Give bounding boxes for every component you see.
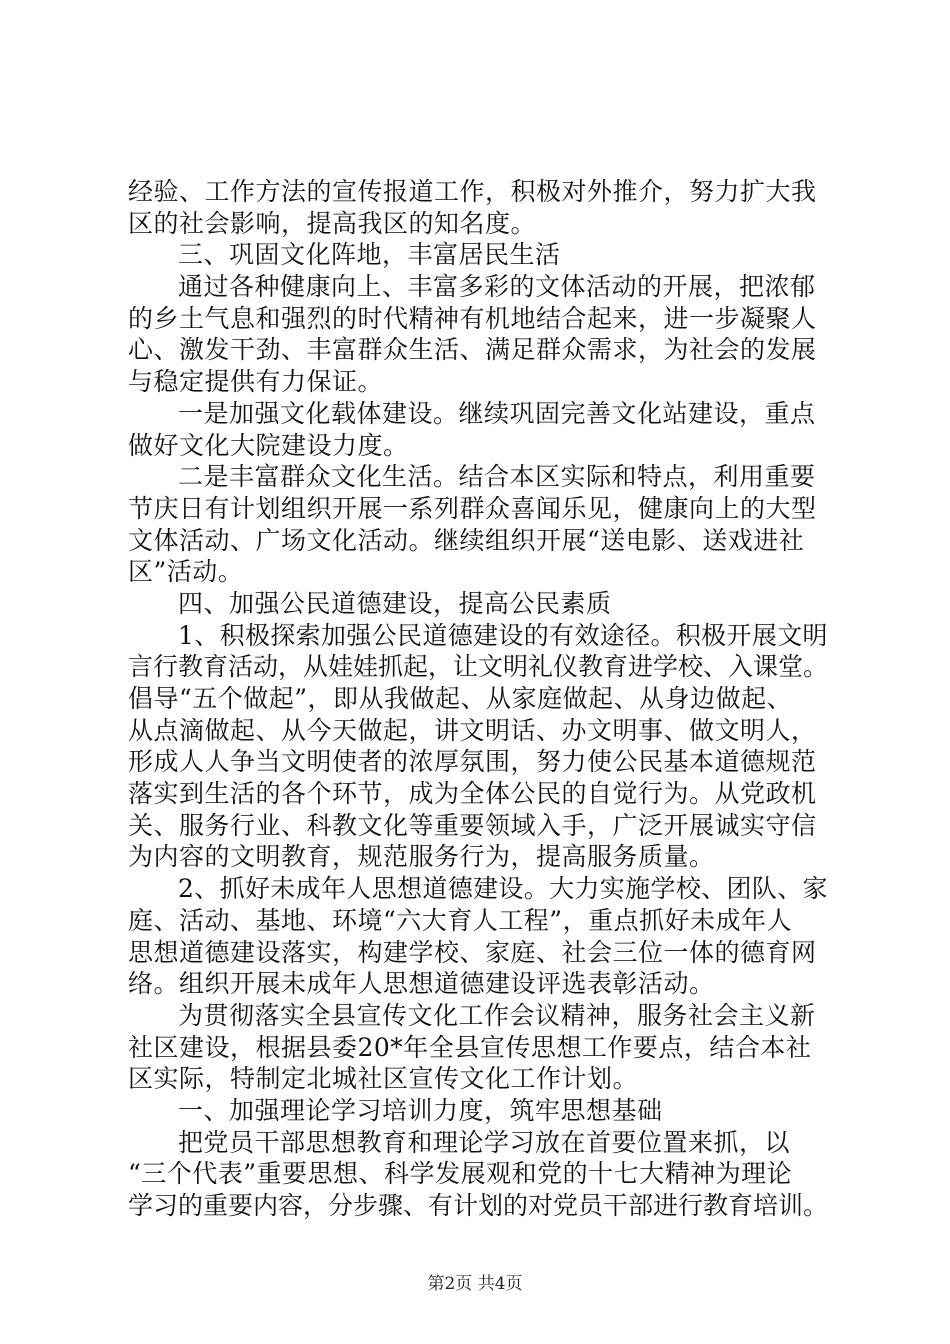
text-line: 言行教育活动，从娃娃抓起，让文明礼仪教育进学校、入课堂。 — [128, 652, 829, 682]
text-line: 二是丰富群众文化生活。结合本区实际和特点，利用重要 — [178, 462, 816, 492]
text-line: 做好文化大院建设力度。 — [128, 430, 409, 460]
text-line: 从点滴做起、从今天做起，讲文明话、办文明事、做文明人， — [128, 715, 817, 745]
text-line: 三、巩固文化阵地，丰富居民生活 — [178, 240, 561, 270]
text-line: 文体活动、广场文化活动。继续组织开展“送电影、送戏进社 — [128, 525, 805, 555]
text-line: 一、加强理论学习培训力度，筑牢思想基础 — [178, 1095, 663, 1125]
text-line: 通过各种健康向上、丰富多彩的文体活动的开展，把浓郁 — [178, 272, 816, 302]
text-line: 四、加强公民道德建设，提高公民素质 — [178, 588, 612, 618]
text-line: 节庆日有计划组织开展一系列群众喜闻乐见，健康向上的大型 — [128, 493, 817, 523]
text-line: 区实际，特制定北城社区宣传文化工作计划。 — [128, 1064, 639, 1094]
text-line: 1、积极探索加强公民道德建设的有效途径。积极开展文明 — [178, 620, 828, 650]
text-line: 思想道德建设落实，构建学校、家庭、社会三位一体的德育网 — [128, 937, 817, 967]
page-footer: 第2页 共4页 — [427, 1274, 523, 1294]
text-line: 形成人人争当文明使者的浓厚氛围，努力使公民基本道德规范 — [128, 747, 817, 777]
text-line: 区”活动。 — [128, 557, 244, 587]
text-line: 关、服务行业、科教文化等重要领域入手，广泛开展诚实守信 — [128, 810, 817, 840]
text-line: 庭、活动、基地、环境“六大育人工程”，重点抓好未成年人 — [128, 905, 793, 935]
text-line: 一是加强文化载体建设。继续巩固完善文化站建设，重点 — [178, 398, 816, 428]
text-line: 为贯彻落实全县宣传文化工作会议精神，服务社会主义新 — [178, 1000, 816, 1030]
text-line: 2、抓好未成年人思想道德建设。大力实施学校、团队、家 — [178, 874, 828, 904]
text-line: 的乡土气息和强烈的时代精神有机地结合起来，进一步凝聚人 — [128, 303, 817, 333]
text-line: “三个代表”重要思想、科学发展观和党的十七大精神为理论 — [128, 1159, 793, 1189]
body-text — [128, 176, 828, 1222]
text-line: 心、激发干劲、丰富群众生活、满足群众需求，为社会的发展 — [128, 335, 817, 365]
text-line: 为内容的文明教育，规范服务行为，提高服务质量。 — [128, 842, 715, 872]
text-line: 社区建设，根据县委20*年全县宣传思想工作要点，结合本社 — [128, 1032, 812, 1062]
text-line: 络。组织开展未成年人思想道德建设评选表彰活动。 — [128, 969, 715, 999]
text-line: 与稳定提供有力保证。 — [128, 367, 384, 397]
text-line: 学习的重要内容，分步骤、有计划的对党员干部进行教育培训。 — [128, 1191, 829, 1220]
text-line: 区的社会影响，提高我区的知名度。 — [128, 208, 537, 238]
text-line: 经验、工作方法的宣传报道工作，积极对外推介，努力扩大我 — [128, 177, 817, 206]
text-line: 把党员干部思想教育和理论学习放在首要位置来抓，以 — [178, 1127, 791, 1157]
text-line: 落实到生活的各个环节，成为全体公民的自觉行为。从党政机 — [128, 779, 817, 809]
text-line: 倡导“五个做起”，即从我做起、从家庭做起、从身边做起、 — [128, 684, 793, 713]
